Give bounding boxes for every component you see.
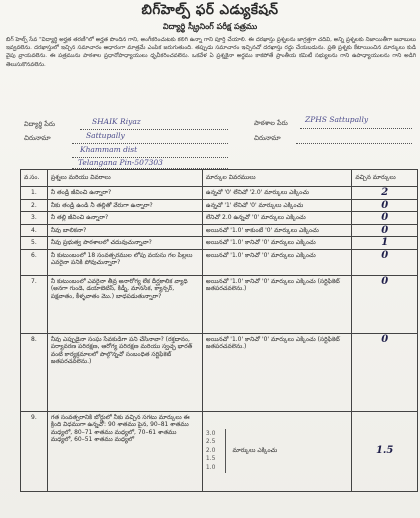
row-number: 3. xyxy=(21,212,48,225)
scale-value: 1.5 xyxy=(205,455,216,463)
marking-rule: లేనిచో 2.0 ఉన్నచో '0' మార్కులు ఎక్కించు xyxy=(202,212,351,225)
marking-rule: అయినచో '1.0' కానిచో '0' మార్కులు ఎక్కించు (సర్టిఫికెట్ జతపరచవలెను.) xyxy=(202,333,351,411)
question-text: నీ కుటుంబంలో 18 సంవత్సరముల లోపు వయసు గల పిల్లలు ఎవరైనా పనికి పోవుచున్నారా? xyxy=(47,249,202,275)
marking-rule: అయినచో '1.0' కాకుంటే '0' మార్కులు ఎక్కించు xyxy=(202,224,351,237)
marks-obtained[interactable]: 0 xyxy=(352,199,418,212)
scale-value: 2.5 xyxy=(205,438,216,446)
header-marks: వచ్చిన మార్కులు xyxy=(352,170,418,187)
marking-rule xyxy=(202,411,351,491)
school-name-label: పాఠశాల పేరు xyxy=(254,119,288,127)
header-number: వ.సం. xyxy=(21,170,48,187)
marking-rule: అయినచో '1.0' కానిచో '0' మార్కులు ఎక్కించు (సర్టిఫికెట్ జతపరచవలెను.) xyxy=(202,275,351,333)
row-number: 7. xyxy=(21,275,48,333)
table-row xyxy=(21,411,418,491)
marking-rule: ఉన్నచో '0' లేనిచో '2.0' మార్కులు ఎక్కించు xyxy=(202,187,351,200)
row-number: 8. xyxy=(21,333,48,411)
row-number: 6. xyxy=(21,249,48,275)
scale-value: 3.0 xyxy=(205,429,216,437)
table-row xyxy=(21,275,418,333)
row-number: 4. xyxy=(21,224,48,237)
table-row xyxy=(21,212,418,225)
marks-obtained[interactable]: 0 xyxy=(352,224,418,237)
marks-obtained[interactable]: 0 xyxy=(352,333,418,411)
school-name-field[interactable]: ZPHS Sattupally xyxy=(305,115,369,124)
marking-rule: అయినచో '1.0' కానిచో '0' మార్కులు ఎక్కించు xyxy=(202,237,351,250)
table-row xyxy=(21,224,418,237)
table-row xyxy=(21,333,418,411)
student-name-field[interactable]: SHAIK Riyaz xyxy=(92,117,141,126)
scale-value: 1.0 xyxy=(205,463,216,471)
question-text: గత సంవత్సరానికి బోర్డులో నీకు వచ్చిన సగటు మార్కులు ఈ క్రింది విధముగా ఉన్నచో: 90 శాతము పైన, 90–81 శాతము మధ్యలో, 80–71 శాతము మధ్యలో, 70–61 శాతము మధ్యలో, 60–51 శాతము మధ్యలో xyxy=(47,411,202,491)
instructions-paragraph: బిగ్ హెల్ప్ సేవ "విద్యార్థి అర్హత తరణీ"లో అర్హత పొందిన గాని, అంగీకరించుటకు కలిగి ఉన్నా గాని పూర్తి చేయాలి. ఈ దరఖాస్తు ప్రశ్నలను జాగ్రత్తగా చదివి, అన్ని ప్రశ్నలకు నిజాయితీగా జవాబులు ఇవ్వవలెను. దరఖాస్తులో ఇచ్చిన సమాచారం ఆధారంగా మాత్రమే ఎంపిక జరుగుతుంది. తప్పుడు సమాచారం ఇచ్చినచో దరఖాస్తు రద్దు చేయబడును. ప్రతి ప్రశ్నకు కేటాయించిన మార్కులు కుడి వైపు వ్రాయవలెను. ఈ పత్రమును పాఠశాల ప్రధానోపాధ్యాయులు ధృవీకరించవలెను. ఒకవేళ ఏ ప్రశ్నకైనా అర్థము కాకపోతే ప్రాంతీయ కమిటీ సభ్యులను గాని ఉపాధ్యాయులను గాని అడిగి తెలుసుకొనవలెను. xyxy=(6,37,416,68)
marking-rule: ఉన్నచో '1' లేనిచో '0' మార్కులు ఎక్కించు xyxy=(202,199,351,212)
address-line-2[interactable]: Khammam dist xyxy=(80,145,138,154)
student-name-label: విద్యార్థి పేరు xyxy=(24,120,56,128)
school-address-label: చిరునామా xyxy=(254,134,281,142)
school-name-underline xyxy=(300,128,412,129)
form-subtitle: విద్యార్థి స్క్రీనింగ్ పరీక్ష పత్రము xyxy=(162,22,258,31)
marking-rule-text: మార్కులు ఎక్కించు xyxy=(232,447,278,455)
form-title: బిగ్‌హెల్ప్ ఫర్ ఎడ్యుకేషన్ xyxy=(141,2,279,18)
question-text: నీ కుటుంబంలో ఎవరైనా తీవ్ర అనారోగ్య లేక దీర్ఘకాలిక వ్యాధి (అనగా గుండె, డయాబెటిస్, కిడ్నీ, మానసిక, క్యాన్సర్, పక్షవాతం, కీళ్ళవాతం మొ.) బాధపడుతున్నారా? xyxy=(47,275,202,333)
school-address-underline xyxy=(296,143,412,144)
address-line-3[interactable]: Telangana Pin-507303 xyxy=(78,158,163,167)
address-line-1[interactable]: Sattupally xyxy=(86,131,125,140)
screening-questions-table xyxy=(20,169,418,492)
question-text: నీకు తండ్రి ఉండి నీ తల్లితో వేరుగా ఉన్నారా? xyxy=(47,199,202,212)
question-text: నీ తల్లి జీవించి ఉన్నారా? xyxy=(47,212,202,225)
table-row xyxy=(21,199,418,212)
scale-value: 2.0 xyxy=(205,446,216,454)
question-text: నీవు ప్రభుత్వ పాఠశాలలో చదువుచున్నావా? xyxy=(47,237,202,250)
row-number: 9. xyxy=(21,411,48,491)
marks-obtained[interactable]: 1.5 xyxy=(352,411,418,491)
marks-obtained[interactable]: 1 xyxy=(352,237,418,250)
address-underline-1 xyxy=(72,143,228,144)
table-row xyxy=(21,187,418,200)
marking-rule: అయినచో '1.0' కానిచో '0' మార్కులు ఎక్కించు xyxy=(202,249,351,275)
marks-obtained[interactable]: 2 xyxy=(352,187,418,200)
student-name-underline xyxy=(80,129,228,130)
row-number: 2. xyxy=(21,199,48,212)
marks-obtained[interactable]: 0 xyxy=(352,275,418,333)
row-number: 1. xyxy=(21,187,48,200)
question-text: నీ తండ్రి జీవించి ఉన్నారా? xyxy=(47,187,202,200)
marks-obtained[interactable]: 0 xyxy=(352,249,418,275)
question-text: నీవు ఎప్పుడైనా సంఘ సేవకుడిగా పని చేసినావా? (రక్తదానం, పర్యావరణ పరిరక్షణ, ఆరోగ్య పరిరక్షణ మరియు స్వచ్ఛ భారత్ వంటి కార్యక్రమాలలో పాల్గొన్నచో సంబంధిత సర్టిఫికెట్ జతపరచవలెను.) xyxy=(47,333,202,411)
row-number: 5. xyxy=(21,237,48,250)
table-header-row xyxy=(21,170,418,187)
brace-line xyxy=(225,429,226,473)
table-row xyxy=(21,249,418,275)
marks-obtained[interactable]: 0 xyxy=(352,212,418,225)
header-question: ప్రశ్నలు మరియు వివరాలు xyxy=(47,170,202,187)
marks-scale xyxy=(206,430,216,473)
student-address-label: చిరునామా xyxy=(24,134,51,142)
table-row xyxy=(21,237,418,250)
question-text: నీవు బాలికనా? xyxy=(47,224,202,237)
header-marking: మార్కుల వివరములు xyxy=(202,170,351,187)
